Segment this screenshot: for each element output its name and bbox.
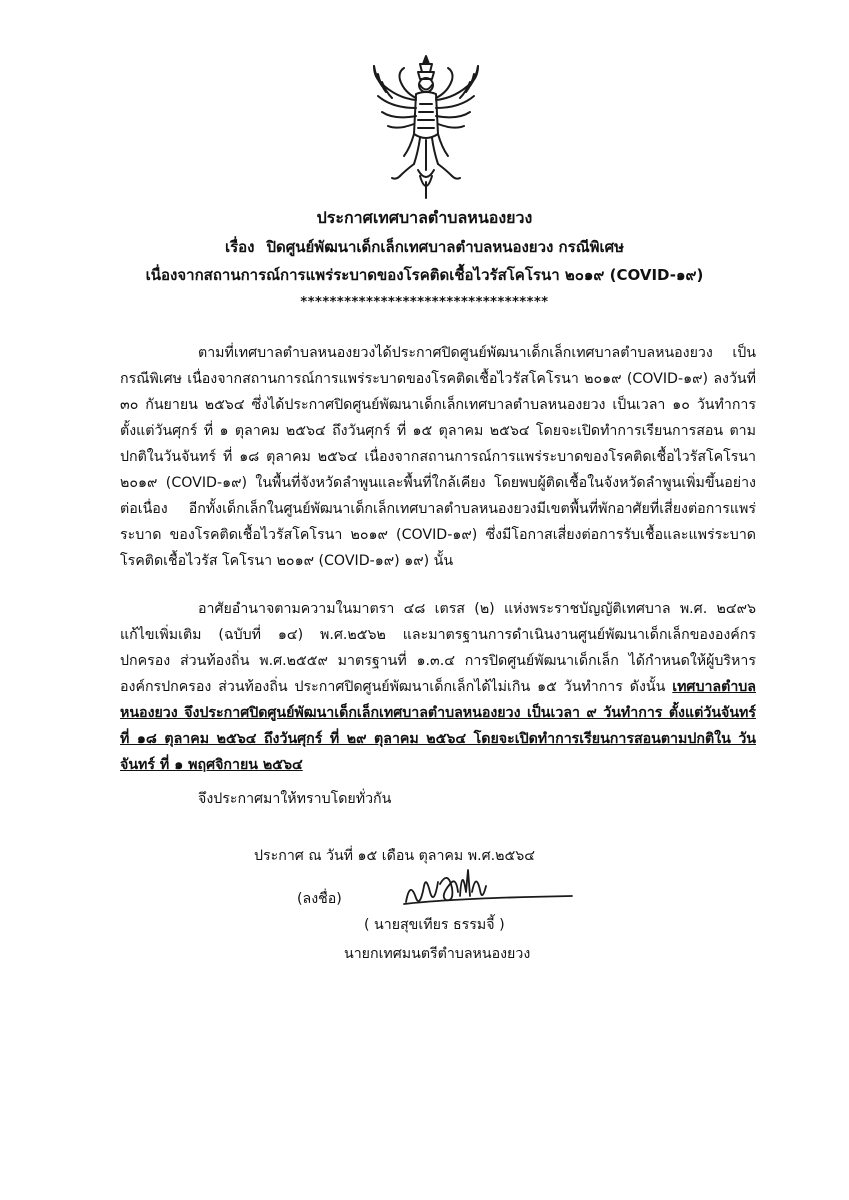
paragraph-2-emphasis: เทศบาลตำบลหนองยวง จึงประกาศปิดศูนย์พัฒนาเด็กเล็กเทศบาลตำบลหนองยวง เป็นเวลา ๙ วันทำการ ตั้งแต่วันจันทร์ ที่ ๑๘ ตุลาคม ๒๕๖๔ ถึงวันศุกร์ ที่ ๒๙ ตุลาคม ๒๕๖๔ โดยจะเปิดทำการเรียนการสอนตามปกติใน วันจันทร์ ที่ ๑ พฤศจิกายน ๒๕๖๔: [120, 679, 756, 773]
signer-position: นายกเทศมนตรีตำบลหนองยวง: [344, 946, 531, 962]
paragraph-2: [120, 596, 756, 778]
paragraph-2-text: อาศัยอำนาจตามความในมาตรา ๔๘ เตรส (๒) แห่งพระราชบัญญัติเทศบาล พ.ศ. ๒๔๙๖ แก้ไขเพิ่มเติม (ฉบับที่ ๑๔) พ.ศ.๒๕๖๒ และมาตรฐานการดำเนินงานศูนย์พัฒนาเด็กเล็กขององค์กรปกครอง ส่วนท้องถิ่น พ.ศ.๒๕๕๙ มาตรฐานที่ ๑.๓.๔ การปิดศูนย์พัฒนาเด็กเล็ก ได้กำหนดให้ผู้บริหารองค์กรปกครอง ส่วนท้องถิ่น ประกาศปิดศูนย์พัฒนาเด็กเล็กได้ไม่เกิน ๑๕ วันทำการ ดังนั้น: [120, 601, 756, 695]
announcement-body: [120, 340, 756, 778]
subject-label: เรื่อง: [224, 238, 255, 256]
subject-row: [0, 233, 849, 261]
star-separator: **********************************: [300, 295, 549, 310]
announcement-header: [0, 203, 849, 315]
sign-label: (ลงชื่อ): [297, 891, 342, 907]
paragraph-1: ตามที่เทศบาลตำบลหนองยวงได้ประกาศปิดศูนย์พัฒนาเด็กเล็กเทศบาลตำบลหนองยวง เป็นกรณีพิเศษ เนื่องจากสถานการณ์การแพร่ระบาดของโรคติดเชื้อไวรัสโคโรนา ๒๐๑๙ (COVID-๑๙) ลงวันที่ ๓๐ กันยายน ๒๕๖๔ ซึ่งได้ประกาศปิดศูนย์พัฒนาเด็กเล็กเทศบาลตำบลหนองยวง เป็นเวลา ๑๐ วันทำการ ตั้งแต่วันศุกร์ ที่ ๑ ตุลาคม ๒๕๖๔ ถึงวันศุกร์ ที่ ๑๕ ตุลาคม ๒๕๖๔ โดยจะเปิดทำการเรียนการสอน ตามปกติในวันจันทร์ ที่ ๑๘ ตุลาคม ๒๕๖๔ เนื่องจากสถานการณ์การแพร่ระบาดของโรคติดเชื้อไวรัสโคโรนา ๒๐๑๙ (COVID-๑๙) ในพื้นที่จังหวัดลำพูนและพื้นที่ใกล้เคียง โดยพบผู้ติดเชื้อในจังหวัดลำพูนเพิ่มขึ้นอย่าง ต่อเนื่อง อีกทั้งเด็กเล็กในศูนย์พัฒนาเด็กเล็กเทศบาลตำบลหนองยวงมีเขตพื้นที่พักอาศัยที่เสี่ยงต่อการแพร่ระบาด ของโรคติดเชื้อไวรัสโคโรนา ๒๐๑๙ (COVID-๑๙) ซึ่งมีโอกาสเสี่ยงต่อการรับเชื้อและแพร่ระบาดโรคติดเชื้อไวรัส โคโรนา ๒๐๑๙ (COVID-๑๙) ๑๙) นั้น: [120, 345, 756, 569]
subject-line-1: ปิดศูนย์พัฒนาเด็กเล็กเทศบาลตำบลหนองยวง กรณีพิเศษ: [266, 238, 625, 256]
announcement-date: ประกาศ ณ วันที่ ๑๕ เดือน ตุลาคม พ.ศ.๒๕๖๔: [254, 848, 535, 864]
handwritten-signature: [396, 862, 576, 918]
closing-statement: จึงประกาศมาให้ทราบโดยทั่วกัน: [198, 791, 392, 807]
signer-name: ( นายสุขเทียร ธรรมจี้ ): [364, 917, 505, 933]
announcement-title: ประกาศเทศบาลตำบลหนองยวง: [316, 208, 533, 227]
subject-line-2: เนื่องจากสถานการณ์การแพร่ระบาดของโรคติดเชื้อไวรัสโคโรนา ๒๐๑๙ (COVID-๑๙): [145, 266, 704, 284]
garuda-emblem-icon: [370, 52, 482, 202]
